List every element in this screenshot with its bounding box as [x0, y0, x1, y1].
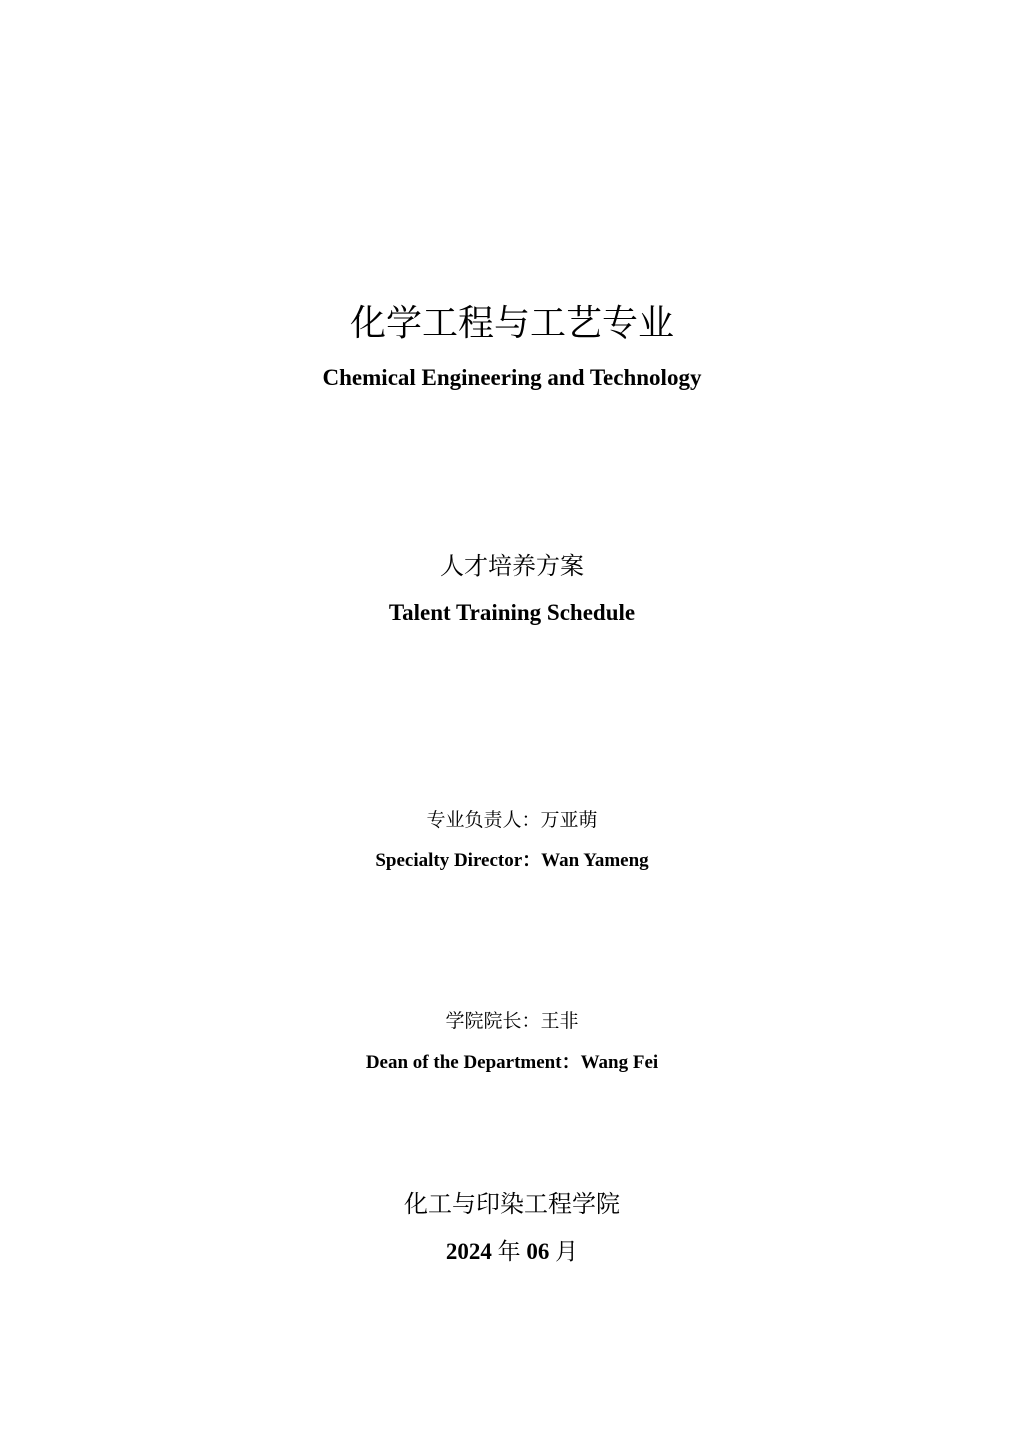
date-month: 06 — [526, 1239, 550, 1264]
date-month-unit: 月 — [555, 1239, 579, 1264]
date-year: 2024 — [445, 1239, 492, 1264]
specialty-director-chinese: 专业负责人：万亚萌 — [426, 810, 598, 831]
issue-date — [0, 1240, 1024, 1263]
plan-title-english: Talent Training Schedule — [388, 600, 636, 625]
dean-chinese: 学院院长：王非 — [445, 1011, 579, 1032]
major-title-chinese: 化学工程与工艺专业 — [349, 303, 674, 343]
college-name: 化工与印染工程学院 — [404, 1192, 620, 1218]
date-year-unit: 年 — [497, 1239, 521, 1264]
specialty-director-english: Specialty Director：Wan Yameng — [375, 850, 649, 871]
dean-english: Dean of the Department：Wang Fei — [365, 1052, 659, 1073]
major-title-english: Chemical Engineering and Technology — [322, 365, 702, 390]
plan-title-chinese: 人才培养方案 — [440, 554, 584, 580]
